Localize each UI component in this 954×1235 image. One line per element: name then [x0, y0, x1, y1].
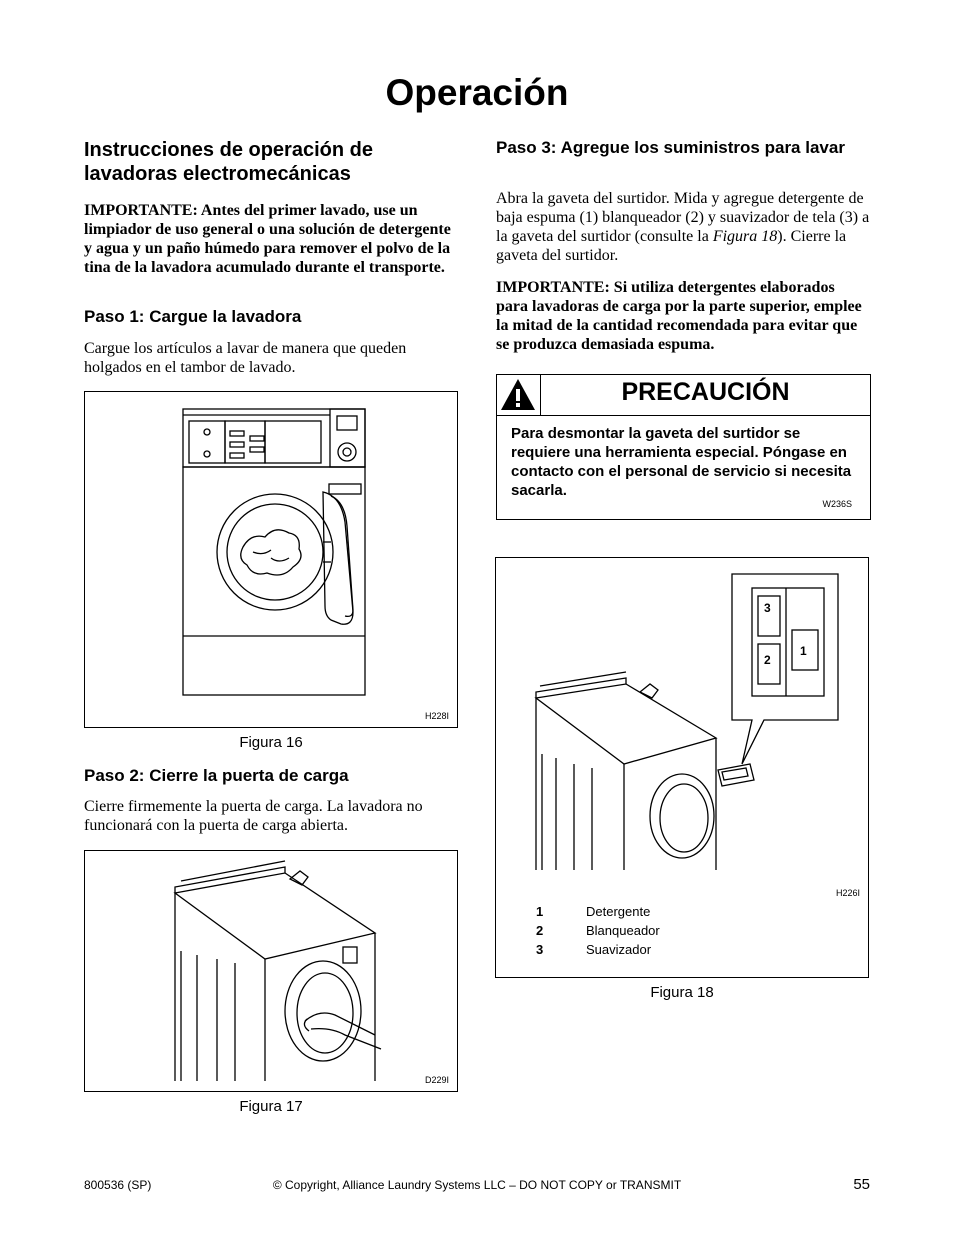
important-note-right: IMPORTANTE: Si utiliza detergentes elaborados para lavadoras de carga por la parte superior, emplee la mitad de la cantidad recomendada para evitar que se produzca demasiada espuma.	[496, 279, 862, 353]
page-title: Operación	[385, 72, 569, 113]
step3-heading: Paso 3: Agregue los suministros para lavar	[496, 138, 845, 157]
caution-header	[497, 375, 870, 416]
compartment-3-label: 3	[764, 601, 771, 615]
important-note-left: IMPORTANTE: Antes del primer lavado, use un limpiador de uso general o una solución de detergente y agua y un paño húmedo para remover el polvo de la tina de la lavadora acumulado durante el transporte.	[84, 202, 451, 276]
figure-17-id: D229I	[424, 1075, 449, 1085]
caution-id: W236S	[822, 499, 852, 509]
figure-16-id: H228I	[424, 711, 449, 721]
washer-door-closing-illustration	[85, 851, 457, 1091]
front-load-washer-illustration	[85, 392, 457, 727]
dispenser-drawer-illustration	[496, 558, 868, 977]
page-number: 55	[853, 1176, 870, 1193]
step2-text: Cierre firmemente la puerta de carga. La lavadora no funcionará con la puerta de carga abierta.	[84, 798, 423, 834]
figure-18: 3 2 1 H226I 1 Detergente 2 Blanqueador 3 Suavizador	[495, 557, 869, 978]
warning-triangle-icon	[497, 375, 541, 415]
figure-16	[84, 391, 458, 728]
step1-text: Cargue los artículos a lavar de manera que queden holgados en el tambor de lavado.	[84, 340, 407, 376]
caution-box	[496, 374, 871, 520]
figure-17	[84, 850, 458, 1092]
compartment-1-label: 1	[800, 644, 807, 658]
step3-text: Abra la gaveta del surtidor. Mida y agregue detergente de baja espuma (1) blanqueador (2) y suavizador de tela (3) a la gaveta del surtidor (consulte la Figura 18). Cierre la gaveta del surtidor.	[496, 190, 870, 264]
caution-title: PRECAUCIÓN	[621, 378, 790, 406]
footer-doc-number: 800536 (SP)	[84, 1178, 152, 1192]
step2-heading: Paso 2: Cierre la puerta de carga	[84, 766, 349, 785]
figure-16-caption: Figura 16	[239, 734, 303, 751]
figure-18-id: H226I	[835, 888, 860, 898]
figure-18-caption: Figura 18	[650, 984, 714, 1001]
figure-17-caption: Figura 17	[239, 1098, 303, 1115]
caution-text: Para desmontar la gaveta del surtidor se requiere una herramienta especial. Póngase en contacto con el personal de servicio si necesita sacarla.	[511, 425, 852, 499]
figure-18-reference: Figura 18	[712, 228, 778, 245]
compartment-2-label: 2	[764, 653, 771, 667]
step1-heading: Paso 1: Cargue la lavadora	[84, 307, 302, 326]
footer-copyright: © Copyright, Alliance Laundry Systems LLC – DO NOT COPY or TRANSMIT	[272, 1178, 682, 1192]
section-title: Instrucciones de operación de lavadoras electromecánicas	[84, 139, 373, 185]
